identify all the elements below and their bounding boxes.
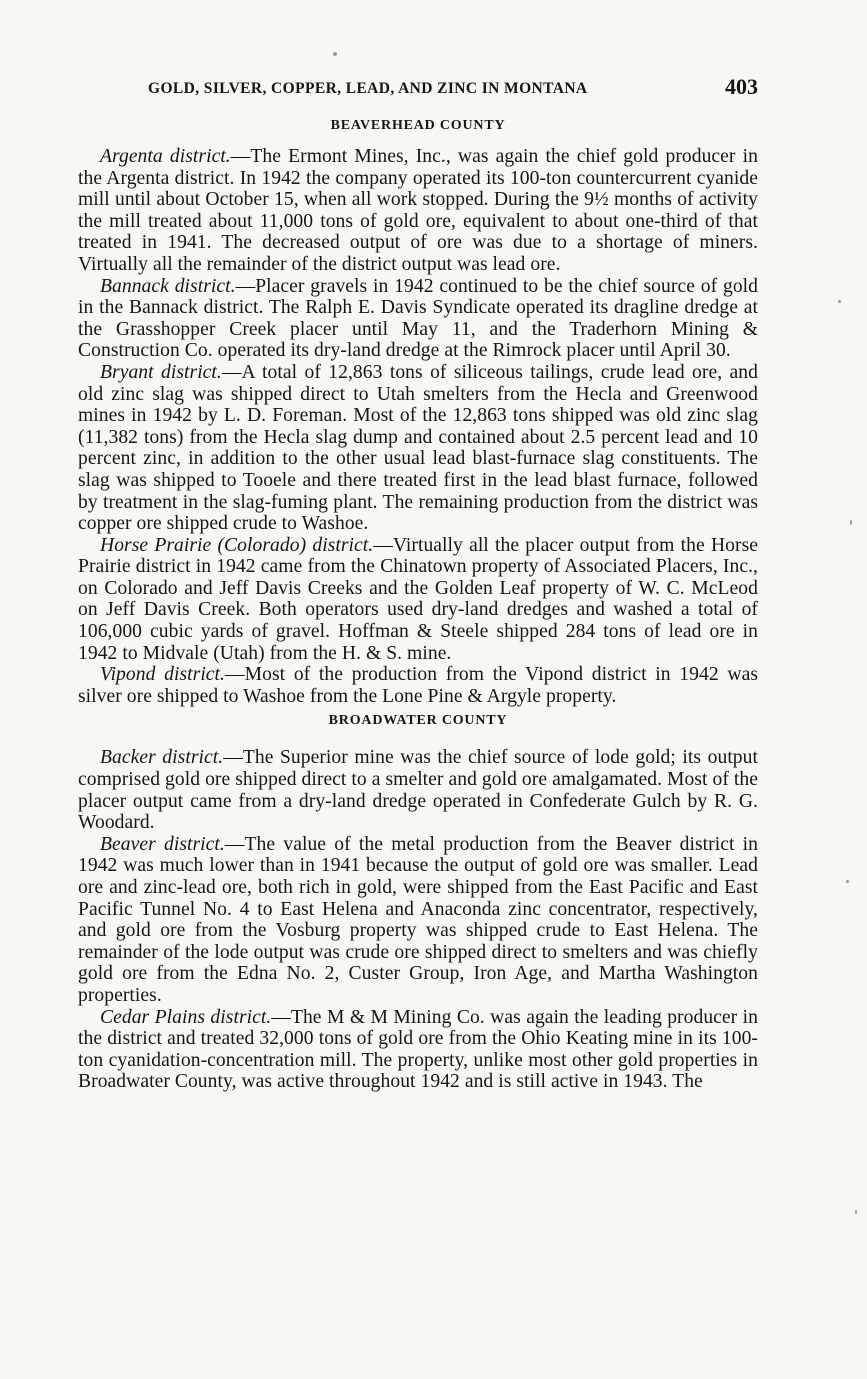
scan-speck xyxy=(846,880,849,883)
district-name: Cedar Plains district. xyxy=(100,1006,272,1028)
paragraph-cedar-plains xyxy=(78,1007,758,1093)
district-name: Bannack district. xyxy=(100,275,236,297)
running-head xyxy=(78,74,758,104)
scan-speck xyxy=(333,52,337,56)
paragraph-horse-prairie xyxy=(78,535,758,665)
district-name: Vipond district. xyxy=(100,664,225,686)
paragraph-text: —Virtually all the placer output from the Horse Prairie district in 1942 came from the Chinatown property of Associated Placers, Inc., on Colorado and Jeff Davis Creeks and the Golden Leaf property of W. C. McLeod on Jeff Davis Creek. Both operators used dry-land dredges and washed a total of 106,000 cubic yards of gravel. Hoffman & Steele shipped 284 tons of lead ore in 1942 to Midvale (Utah) from the H. & S. mine. xyxy=(78,534,758,664)
running-title: GOLD, SILVER, COPPER, LEAD, AND ZINC IN MONTANA xyxy=(148,80,588,97)
page xyxy=(78,74,758,1093)
district-name: Argenta district. xyxy=(100,146,231,167)
paragraph-text: —Most of the production from the Vipond district in 1942 was silver ore shipped to Washoe from the Lone Pine & Argyle property. xyxy=(78,664,758,707)
county-heading: BROADWATER COUNTY xyxy=(328,713,508,729)
county-heading: BEAVERHEAD COUNTY xyxy=(330,118,506,133)
district-name: Horse Prairie (Colorado) district. xyxy=(100,534,374,556)
paragraph-text: —The Ermont Mines, Inc., was again the chief gold producer in the Argenta district. In 1942 the company operated its 100-ton countercurrent cyanide mill until about October 15, when all work stopped. During the 9½ months of activity the mill treated about 11,000 tons of gold ore, equivalent to about one-third of that treated in 1941. The decreased output of ore was due to a shortage of miners. Virtually all the remainder of the district output was lead ore. xyxy=(78,146,758,275)
page-number: 403 xyxy=(725,74,758,99)
paragraph-text: —The M & M Mining Co. was again the leading producer in the district and treated 32,000 tons of gold ore from the Ohio Keating mine in its 100-ton cyanidation-concentration mill. The property, unlike most other gold properties in Broadwater County, was active throughout 1942 and is still active in 1943. The xyxy=(78,1006,758,1093)
scan-speck xyxy=(850,520,852,525)
paragraph-text: —The Superior mine was the chief source of lode gold; its output comprised gold ore shipped direct to a smelter and gold ore amalgamated. Most of the placer output came from a dry-land dredge operated in Confederate Gulch by R. G. Woodard. xyxy=(78,747,758,834)
section-beaverhead xyxy=(78,118,758,707)
district-name: Bryant district. xyxy=(100,361,222,383)
paragraph-text: —A total of 12,863 tons of siliceous tailings, crude lead ore, and old zinc slag was shipped direct to Utah smelters from the Hecla and Greenwood mines in 1942 by L. D. Foreman. Most of the 12,863 tons shipped was old zinc slag (11,382 tons) from the Hecla slag dump and contained about 2.5 percent lead and 10 percent zinc, in addition to the other usual lead blast-furnace slag constituents. The slag was shipped to Tooele and there treated first in the lead blast furnace, followed by treatment in the slag-fuming plant. The remaining production from the district was copper ore shipped crude to Washoe. xyxy=(78,361,758,535)
paragraph-argenta xyxy=(78,146,758,276)
paragraph-text: —The value of the metal production from the Beaver district in 1942 was much lower than in 1941 because the output of gold ore was smaller. Lead ore and zinc-lead ore, both rich in gold, were shipped from the East Pacific and East Pacific Tunnel No. 4 to East Helena and Anaconda zinc concentrator, respectively, and gold ore from the Vosburg property was shipped crude to East Helena. The remainder of the lode output was crude ore shipped direct to smelters and was chiefly gold ore from the Edna No. 2, Custer Group, Iron Age, and Martha Washington properties. xyxy=(78,833,758,1006)
scan-speck xyxy=(838,300,841,303)
paragraph-beaver xyxy=(78,834,758,1007)
scan-speck xyxy=(855,1210,857,1214)
paragraph-bannack xyxy=(78,276,758,362)
section-broadwater xyxy=(78,713,758,1093)
paragraph-backer xyxy=(78,747,758,833)
paragraph-text: —Placer gravels in 1942 continued to be the chief source of gold in the Bannack district. The Ralph E. Davis Syndicate operated its dragline dredge at the Grasshopper Creek placer until May 11, and the Traderhorn Mining & Construction Co. operated its dry-land dredge at the Rimrock placer until April 30. xyxy=(78,275,759,362)
paragraph-bryant xyxy=(78,362,758,535)
paragraph-vipond xyxy=(78,664,758,707)
district-name: Beaver district. xyxy=(100,833,225,855)
district-name: Backer district. xyxy=(100,747,224,769)
